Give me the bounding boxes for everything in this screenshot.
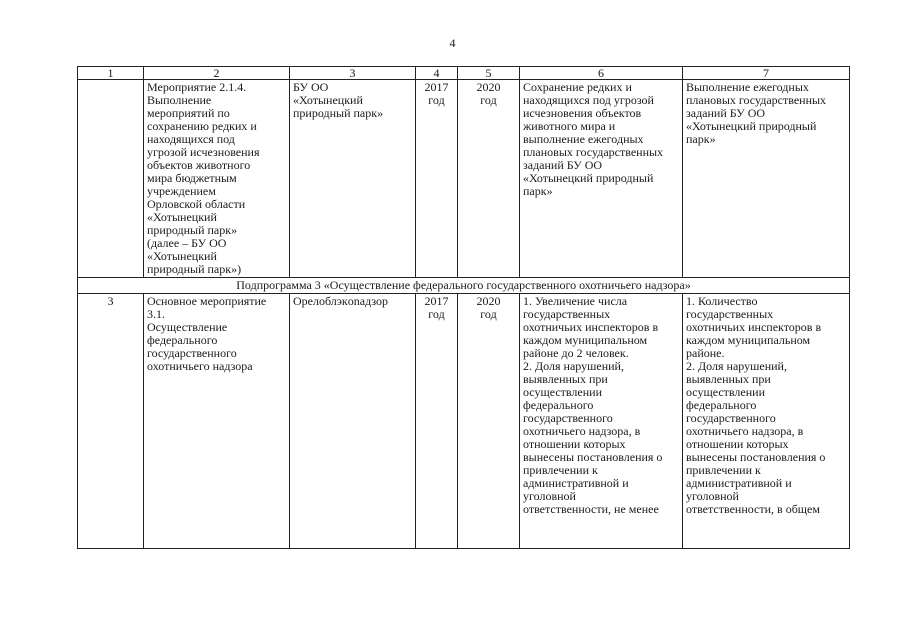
measure-cell: Основное мероприятие 3.1. Осуществление федерального государственного охотничьего надзора — [144, 294, 290, 549]
subprogram-title: Подпрограмма 3 «Осуществление федерального государственного охотничьего надзора» — [78, 278, 850, 294]
header-cell: 4 — [416, 67, 458, 80]
subprogram-row — [78, 278, 850, 294]
page-number: 4 — [449, 36, 456, 50]
table-row — [78, 294, 850, 549]
header-row — [78, 67, 850, 80]
indicator-cell — [683, 294, 850, 549]
header-cell: 1 — [78, 67, 144, 80]
end-year-cell: 2020 год — [458, 294, 520, 549]
result-cell: Сохранение редких и находящихся под угрозой исчезновения объектов животного мира и выполнение ежегодных плановых государственных заданий БУ ОО «Хотынецкий природный парк» — [520, 80, 683, 278]
indicator-text: 1. Количество государственных охотничьих инспекторов в каждом муниципальном районе. 2. Доля нарушений, выявленных при осуществлении федерального государственного охотничьего надзора, в отношении которых вынесены постановления о привлечении к административной и уголовной ответственности, в общем — [686, 295, 826, 516]
measures-table — [77, 66, 850, 549]
executor-cell: Орелоблэкonaдзор — [290, 294, 416, 549]
indicator-cell: Выполнение ежегодных плановых государственных заданий БУ ОО «Хотынецкий природный парк» — [683, 80, 850, 278]
row-number: 3 — [78, 294, 144, 549]
result-text: 1. Увеличение числа государственных охотничьих инспекторов в каждом муниципальном районе до 2 человек. 2. Доля нарушений, выявленных при осуществлении федерального государственного охотничьего надзора, в отношении которых вынесены постановления о привлечении к административной и уголовной ответственности, не менее — [523, 295, 663, 516]
start-year-cell: 2017 год — [416, 294, 458, 549]
measure-cell: Мероприятие 2.1.4. Выполнение мероприятий по сохранению редких и находящихся под угрозой исчезновения объектов животного мира бюджетным учреждением Орловской области «Хотынецкий природный парк» (далее – БУ ОО «Хотынецкий природный парк») — [144, 80, 290, 278]
header-cell: 3 — [290, 67, 416, 80]
row-number — [78, 80, 144, 278]
start-year-cell: 2017 год — [416, 80, 458, 278]
table-row — [78, 80, 850, 278]
header-cell: 5 — [458, 67, 520, 80]
header-cell: 6 — [520, 67, 683, 80]
result-cell — [520, 294, 683, 549]
executor-cell: БУ ОО «Хотынецкий природный парк» — [290, 80, 416, 278]
end-year-cell: 2020 год — [458, 80, 520, 278]
header-cell: 7 — [683, 67, 850, 80]
header-cell: 2 — [144, 67, 290, 80]
